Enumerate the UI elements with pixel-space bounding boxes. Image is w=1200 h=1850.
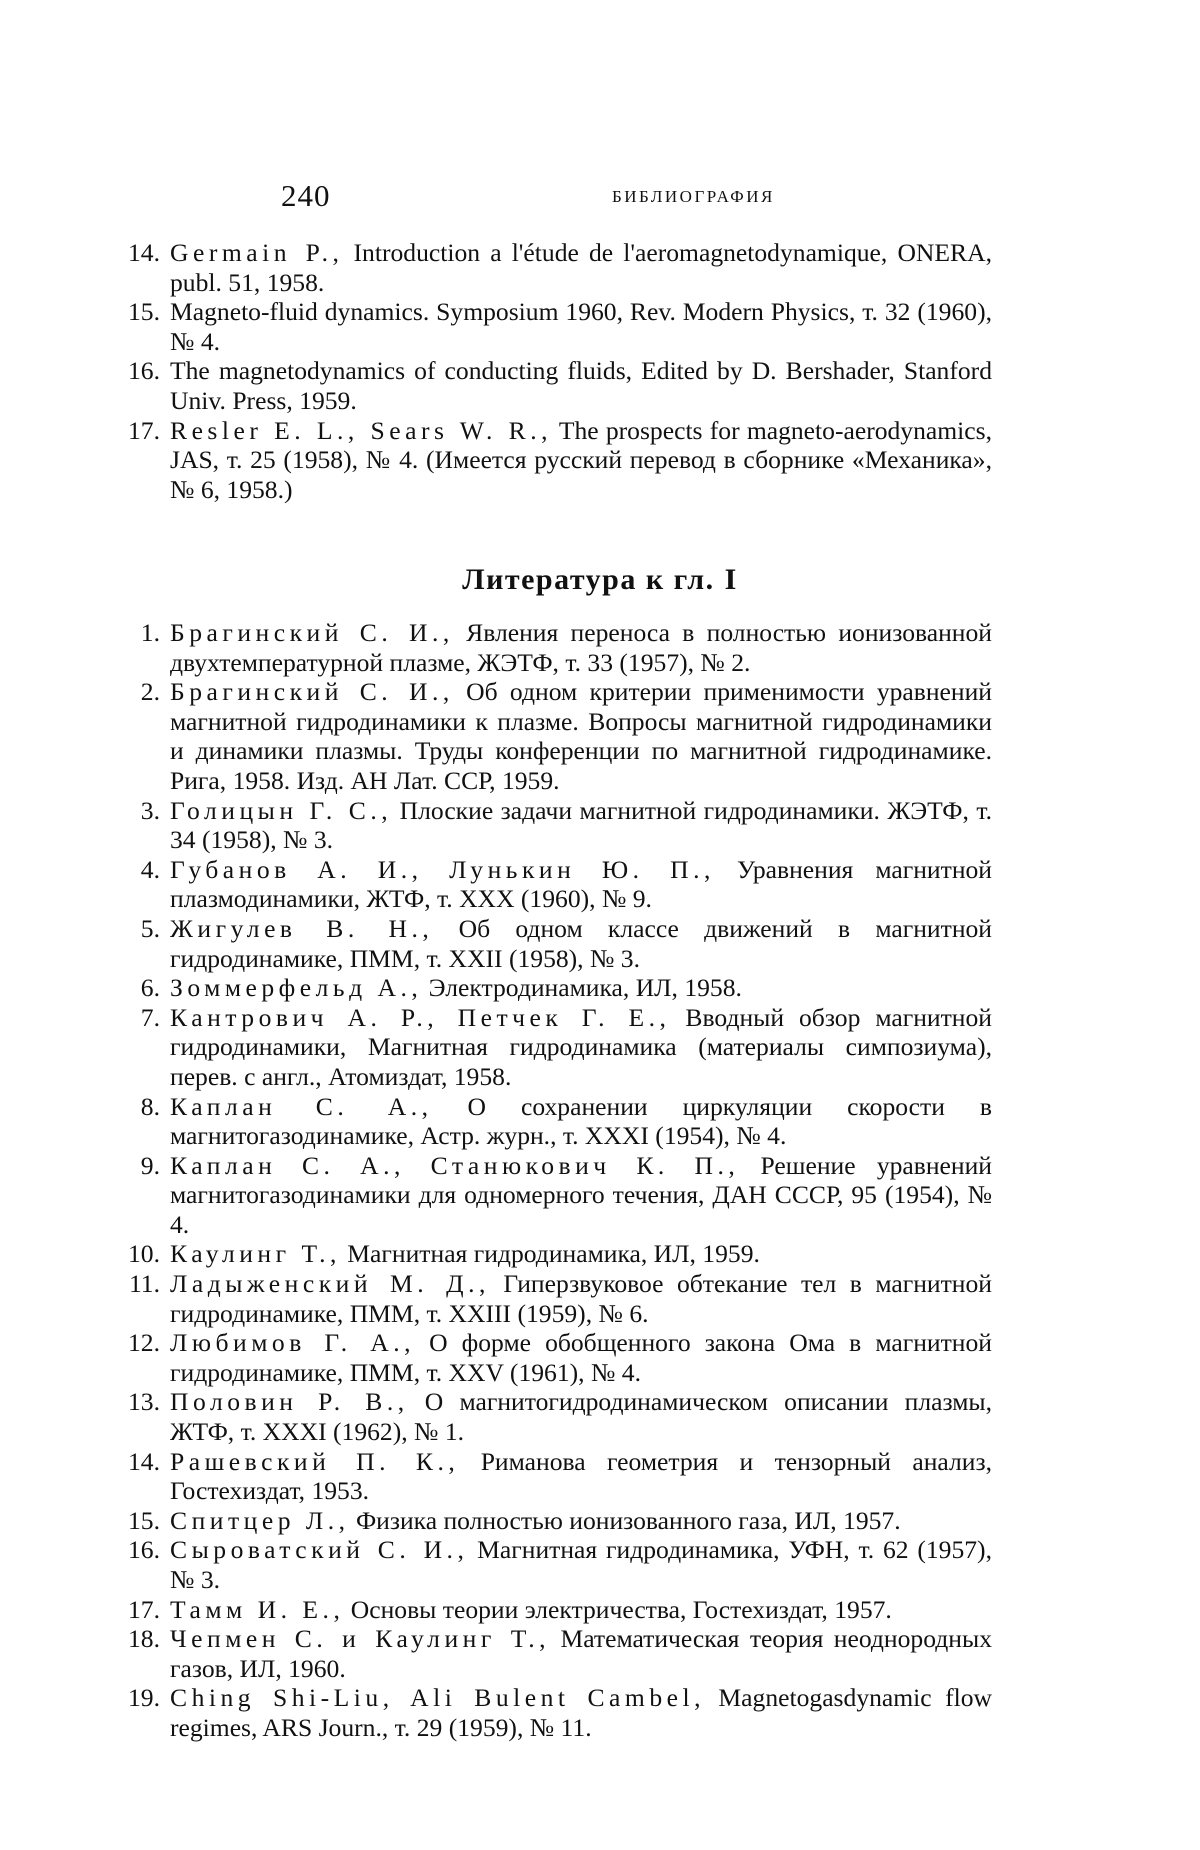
reference-text: О форме обобщенного закона Ома в магнитной гидродинамике, ПММ, т. XXV (1961), № 4. bbox=[170, 1328, 992, 1387]
reference-item bbox=[122, 914, 992, 973]
reference-number: 9. bbox=[140, 1150, 160, 1180]
page-number: 240 bbox=[281, 178, 331, 213]
reference-number: 18. bbox=[128, 1624, 160, 1654]
reference-text: Magneto-fluid dynamics. Symposium 1960, Rev. Modern Physics, т. 32 (1960), № 4. bbox=[170, 297, 992, 356]
reference-text: Уравнения магнитной плазмодинамики, ЖТФ, т. XXX (1960), № 9. bbox=[170, 854, 993, 914]
reference-author: Тамм И. Е., bbox=[170, 1594, 345, 1624]
reference-text: Introduction a l'étude de l'aeromagnetodynamique, ONERA, publ. 51, 1958. bbox=[170, 238, 992, 297]
reference-list-chapter-1 bbox=[122, 618, 992, 1743]
reference-number: 16. bbox=[128, 356, 160, 386]
reference-author: Каплан С. А., bbox=[170, 1091, 433, 1121]
reference-author: Germain P., bbox=[170, 238, 344, 267]
reference-author: Голицын Г. С., bbox=[170, 795, 393, 825]
reference-item bbox=[122, 1624, 992, 1683]
reference-author: Губанов А. И., Лунькин Ю. П., bbox=[170, 854, 715, 884]
reference-text: Magnetogasdynamic flow regimes, ARS Journ., т. 29 (1959), № 11. bbox=[170, 1683, 993, 1742]
reference-text: Плоские задачи магнитной гидродинамики. ЖЭТФ, т. 34 (1958), № 3. bbox=[170, 795, 992, 855]
reference-text: Риманова геометрия и тензорный анализ, Гостехиздат, 1953. bbox=[170, 1446, 992, 1506]
reference-item bbox=[122, 973, 992, 1003]
reference-number: 11. bbox=[128, 1269, 160, 1299]
reference-number: 12. bbox=[128, 1328, 160, 1358]
reference-text: Физика полностью ионизованного газа, ИЛ, 1957. bbox=[349, 1505, 901, 1535]
reference-item bbox=[122, 238, 992, 297]
reference-number: 16. bbox=[128, 1535, 160, 1565]
reference-text: Явления переноса в полностью ионизованной двухтемпературной плазме, ЖЭТФ, т. 33 (1957), № 2. bbox=[170, 618, 992, 677]
reference-number: 3. bbox=[140, 795, 160, 825]
reference-item bbox=[122, 1092, 992, 1151]
reference-number: 15. bbox=[128, 297, 160, 327]
section-heading bbox=[0, 563, 1200, 597]
reference-list-top bbox=[122, 238, 992, 504]
reference-author: Брагинский С. И., bbox=[170, 677, 454, 707]
reference-text: Магнитная гидродинамика, ИЛ, 1959. bbox=[340, 1239, 760, 1269]
reference-text: Об одном классе движений в магнитной гидродинамике, ПММ, т. XXII (1958), № 3. bbox=[170, 913, 993, 973]
reference-author: Каплан С. А., Станюкович К. П., bbox=[170, 1150, 740, 1180]
reference-item bbox=[122, 1595, 992, 1625]
reference-number: 14. bbox=[128, 238, 160, 267]
reference-number: 8. bbox=[140, 1091, 160, 1121]
section-heading-text: Литература к гл. bbox=[462, 563, 715, 596]
reference-number: 10. bbox=[128, 1239, 160, 1269]
reference-number: 4. bbox=[140, 854, 160, 884]
reference-item bbox=[122, 677, 992, 795]
reference-author: Рашевский П. К., bbox=[170, 1446, 460, 1476]
reference-author: Ching Shi-Liu, Ali Bulent Cambel, bbox=[170, 1683, 705, 1713]
reference-author: Кантрович А. Р., Петчек Г. Е., bbox=[170, 1002, 671, 1032]
reference-text: Гиперзвуковое обтекание тел в магнитной гидродинамике, ПММ, т. XXIII (1959), № 6. bbox=[170, 1269, 992, 1328]
reference-text: Математическая теория неоднородных газов, ИЛ, 1960. bbox=[170, 1624, 992, 1683]
reference-item bbox=[122, 1239, 992, 1269]
reference-number: 15. bbox=[128, 1505, 160, 1535]
reference-number: 5. bbox=[140, 913, 160, 943]
reference-author: Чепмен С. и Каулинг Т., bbox=[170, 1624, 551, 1654]
reference-item bbox=[122, 1683, 992, 1742]
reference-number: 17. bbox=[128, 415, 160, 445]
reference-text: Магнитная гидродинамика, УФН, т. 62 (1957), № 3. bbox=[170, 1535, 992, 1594]
reference-item bbox=[122, 297, 992, 356]
reference-item bbox=[122, 1506, 992, 1536]
reference-item bbox=[122, 855, 992, 914]
reference-item bbox=[122, 416, 992, 505]
reference-text: Об одном критерии применимости уравнений магнитной гидродинамики к плазме. Вопросы магнитной гидродинамики и динамики плазмы. Труды конференции по магнитной гидродинамике. Рига, 1958. Изд. АН Лат. ССР, 1959. bbox=[170, 677, 993, 795]
reference-number: 7. bbox=[140, 1002, 160, 1032]
reference-text: Электродинамика, ИЛ, 1958. bbox=[422, 973, 742, 1003]
reference-author: Брагинский С. И., bbox=[170, 618, 454, 647]
reference-author: Resler E. L., Sears W. R., bbox=[170, 415, 553, 445]
reference-text: Основы теории электричества, Гостехиздат, 1957. bbox=[344, 1594, 892, 1624]
reference-item bbox=[122, 1447, 992, 1506]
reference-text: Вводный обзор магнитной гидродинамики, Магнитная гидродинамика (материалы симпозиума), перев. с англ., Атомиздат, 1958. bbox=[170, 1002, 992, 1091]
reference-item bbox=[122, 356, 992, 415]
reference-item bbox=[122, 1328, 992, 1387]
reference-number: 2. bbox=[140, 677, 160, 707]
reference-author: Жигулев В. Н., bbox=[170, 913, 434, 943]
reference-author: Спитцер Л., bbox=[170, 1505, 350, 1535]
reference-item bbox=[122, 1269, 992, 1328]
reference-text: О сохранении циркуляции скорости в магнитогазодинамике, Астр. журн., т. XXXI (1954), № 4. bbox=[170, 1091, 992, 1151]
reference-author: Половин Р. В., bbox=[170, 1387, 409, 1417]
running-head: БИБЛИОГРАФИЯ bbox=[612, 187, 775, 206]
page-header bbox=[0, 178, 1200, 218]
reference-text: The magnetodynamics of conducting fluids, Edited by D. Bershader, Stanford Univ. Press, 1959. bbox=[170, 356, 992, 415]
reference-item bbox=[122, 1151, 992, 1240]
reference-item bbox=[122, 1387, 992, 1446]
reference-number: 6. bbox=[140, 973, 160, 1003]
reference-item bbox=[122, 1003, 992, 1092]
section-chapter-number: I bbox=[724, 563, 738, 596]
reference-author: Каулинг Т., bbox=[170, 1239, 341, 1269]
reference-text: The prospects for magneto-aerodynamics, JAS, т. 25 (1958), № 4. (Имеется русский перевод в сборнике «Механика», № 6, 1958.) bbox=[170, 415, 993, 504]
reference-text: О магнитогидродинамическом описании плазмы, ЖТФ, т. XXXI (1962), № 1. bbox=[170, 1387, 993, 1447]
reference-text: Решение уравнений магнитогазодинамики для одномерного течения, ДАН СССР, 95 (1954), № 4. bbox=[170, 1150, 993, 1239]
reference-number: 13. bbox=[128, 1387, 160, 1417]
reference-number: 17. bbox=[128, 1594, 160, 1624]
reference-number: 1. bbox=[140, 618, 160, 647]
reference-item bbox=[122, 796, 992, 855]
reference-item bbox=[122, 618, 992, 677]
reference-number: 14. bbox=[128, 1446, 160, 1476]
reference-author: Зоммерфельд А., bbox=[170, 973, 423, 1003]
reference-author: Ладыженский М. Д., bbox=[170, 1269, 490, 1299]
reference-author: Сыроватский С. И., bbox=[170, 1535, 469, 1565]
reference-author: Любимов Г. А., bbox=[170, 1328, 416, 1358]
reference-item bbox=[122, 1535, 992, 1594]
reference-number: 19. bbox=[128, 1683, 160, 1713]
